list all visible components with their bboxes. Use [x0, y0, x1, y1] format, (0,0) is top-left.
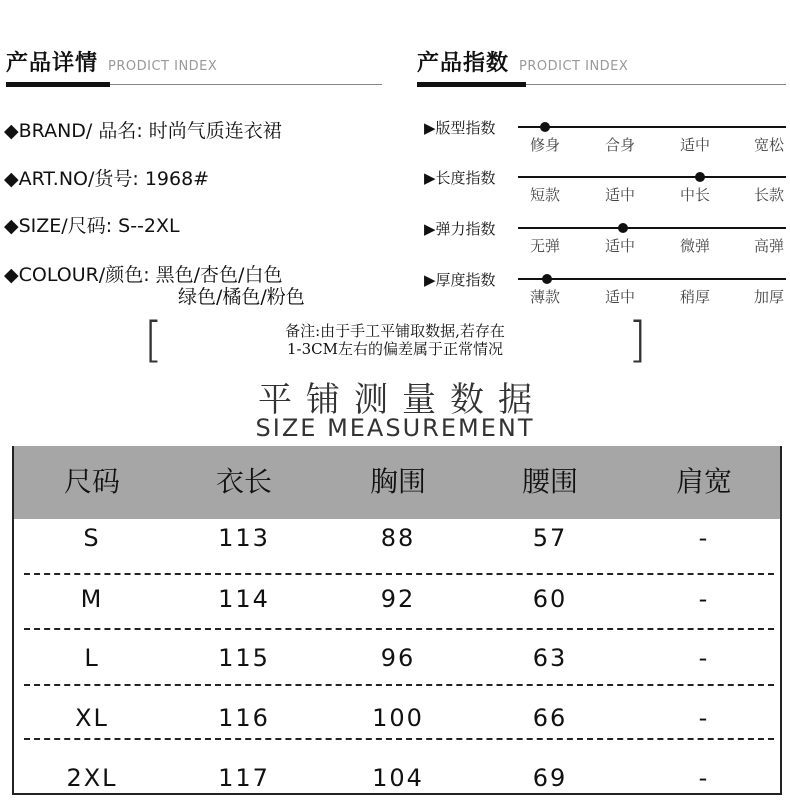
index-marker: [540, 122, 550, 132]
index-option: 修身: [530, 136, 561, 154]
table-cell: -: [698, 764, 710, 792]
details-accent-bar: [6, 82, 110, 87]
table-cell: -: [698, 585, 710, 613]
index-marker: [542, 274, 552, 284]
column-header: 腰围: [521, 465, 578, 498]
table-cell: 92: [380, 585, 416, 613]
note-bracket-right: ]: [628, 312, 647, 368]
table-cell: 69: [532, 764, 568, 792]
index-option: 高弹: [754, 237, 785, 255]
index-option: 无弹: [530, 237, 561, 255]
size-table: [12, 446, 782, 795]
table-cell: 113: [218, 524, 270, 552]
table-cell: 66: [532, 704, 568, 732]
index-option: 中长: [680, 186, 711, 204]
index-marker: [618, 223, 628, 233]
table-cell: L: [84, 644, 100, 672]
index-header: [417, 46, 628, 77]
note-bracket-left: [: [144, 312, 163, 368]
colour-line-2: 绿色/橘色/粉色: [178, 286, 305, 308]
table-cell: 116: [218, 704, 270, 732]
measurement-note: [180, 322, 610, 358]
details-title: 产品详情: [6, 51, 99, 76]
size-table-header: [14, 446, 780, 519]
note-line-1: 备注:由于手工平铺取数据,若存在: [285, 322, 505, 340]
table-cell: -: [698, 524, 710, 552]
index-subtitle: PRODICT INDEX: [519, 59, 629, 74]
index-option: 薄款: [530, 288, 561, 306]
table-cell: 104: [372, 764, 424, 792]
table-cell: M: [80, 585, 104, 613]
index-rule: [526, 84, 786, 85]
artno-line: ◆ART.NO/货号: 1968#: [4, 168, 210, 190]
table-cell: 63: [532, 644, 568, 672]
table-cell: -: [698, 704, 710, 732]
table-cell: 57: [532, 524, 568, 552]
index-scale-line: [518, 126, 786, 128]
table-cell: XL: [75, 704, 109, 732]
table-cell: 114: [218, 585, 270, 613]
details-rule: [110, 84, 382, 85]
size-line: ◆SIZE/尺码: S--2XL: [4, 215, 180, 237]
index-option: 短款: [530, 186, 561, 204]
index-scale-line: [518, 278, 786, 280]
table-cell: 60: [532, 585, 568, 613]
index-label: ▶版型指数: [424, 119, 496, 137]
index-label: ▶长度指数: [424, 169, 496, 187]
index-option: 适中: [605, 288, 636, 306]
index-title: 产品指数: [417, 51, 510, 76]
brand-line: ◆BRAND/ 品名: 时尚气质连衣裙: [4, 120, 282, 142]
index-option: 宽松: [754, 136, 785, 154]
index-label: ▶弹力指数: [424, 220, 496, 238]
row-divider: [24, 738, 774, 740]
note-line-2: 1-3CM左右的偏差属于正常情况: [287, 340, 503, 358]
index-scale-line: [518, 227, 786, 229]
details-subtitle: PRODICT INDEX: [108, 59, 218, 74]
measurement-title-en: SIZE MEASUREMENT: [255, 414, 535, 442]
index-label: ▶厚度指数: [424, 271, 496, 289]
index-option: 适中: [605, 237, 636, 255]
table-cell: S: [83, 524, 101, 552]
index-option: 加厚: [754, 288, 785, 306]
table-cell: 100: [372, 704, 424, 732]
measurement-title-cn: 平铺测量数据: [258, 380, 546, 420]
colour-line-1: ◆COLOUR/颜色: 黑色/杏色/白色: [4, 264, 283, 286]
table-cell: 115: [218, 644, 270, 672]
row-divider: [24, 684, 774, 686]
index-option: 微弹: [680, 237, 711, 255]
index-option: 适中: [605, 186, 636, 204]
column-header: 尺码: [63, 465, 120, 498]
index-accent-bar: [417, 82, 526, 87]
index-option: 稍厚: [680, 288, 711, 306]
row-divider: [24, 628, 774, 630]
table-cell: -: [698, 644, 710, 672]
index-option: 长款: [754, 186, 785, 204]
details-header: [6, 46, 217, 77]
colour-block: [4, 264, 305, 308]
row-divider: [24, 573, 774, 575]
table-cell: 96: [380, 644, 416, 672]
table-cell: 117: [218, 764, 270, 792]
table-cell: 88: [380, 524, 416, 552]
column-header: 肩宽: [675, 465, 732, 498]
table-cell: 2XL: [66, 764, 118, 792]
index-marker: [695, 172, 705, 182]
column-header: 胸围: [369, 465, 426, 498]
index-option: 合身: [605, 136, 636, 154]
index-scale-line: [518, 176, 786, 178]
column-header: 衣长: [215, 465, 272, 498]
index-option: 适中: [680, 136, 711, 154]
